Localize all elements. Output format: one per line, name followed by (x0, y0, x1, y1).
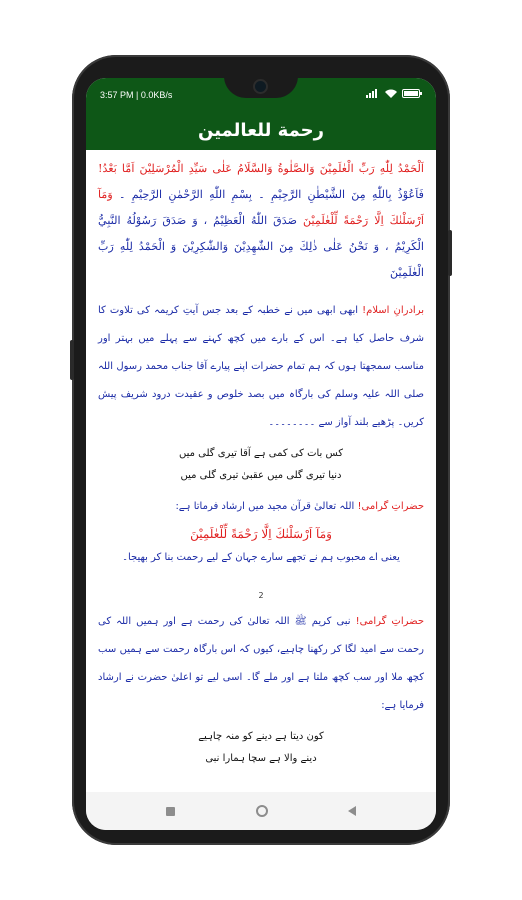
verse-inline: وَمَآ اَرْسَلْنٰكَ اِلَّا رَحْمَةً لِّلْعٰلَمِيْنَ (98, 188, 424, 227)
quran-verse: وَمَآ اَرْسَلْنٰكَ اِلَّا رَحْمَةً لِّلْعٰلَمِيْنَ (190, 527, 332, 542)
app-title: رحمة للعالمين (198, 120, 324, 141)
label-hazrat-1: حضراتِ گرامی! (357, 501, 424, 513)
power-button (448, 230, 452, 276)
poetry-block-1 (98, 443, 424, 487)
signal-icon (366, 89, 380, 98)
paragraph-1 (98, 297, 424, 437)
volume-button (70, 340, 74, 380)
label-hazrat-2: حضراتِ گرامی! (355, 616, 424, 628)
paragraph-2-text: اللہ تعالیٰ قرآن مجید میں ارشاد فرماتا ہے: (175, 501, 355, 513)
back-triangle-icon[interactable] (348, 806, 356, 816)
poem-line-1: کس بات کی کمی ہے آقا تیری گلی میں (178, 448, 344, 460)
wifi-icon (385, 89, 397, 98)
label-baradaran: برادرانِ اسلام! (362, 305, 424, 317)
front-camera (255, 81, 266, 92)
paragraph-2 (98, 493, 424, 521)
sadaqallah-text: صَدَقَ اللّٰهُ الْعَظِيْمُ ، وَ صَدَقَ رَسُوْلُهُ النَّبِيُّ الْكَرِيْمُ ، وَ نَحْنُ عَلٰى ذٰلِكَ مِنَ الشّٰهِدِيْنَ وَالشّٰكِرِيْنَ وَ الْحَمْدُ لِلّٰهِ رَبِّ الْعٰلَمِيْنَ (98, 214, 424, 279)
status-bar (86, 78, 436, 112)
paragraph-1-text: ابھی ابھی میں نے خطبہ کے بعد جس آیتِ کریمہ کی تلاوت کا شرف حاصل کیا ہے۔ اس کے بارے میں کچھ کہنے سے پہلے میں بہتر اور مناسب سمجھتا ہوں کہ ہم تمام حضرات اپنے پیارے آقا جناب محمد رسول اللہ صلی اللہ علیہ وسلم کی بارگاہ میں بصد خلوص و عقیدت درود شریف پیش کریں۔ پڑھیے بلند آواز سے ۔۔۔۔۔۔۔۔ (98, 305, 424, 429)
poem-line-4: دینے والا ہے سچا ہمارا نبی (205, 753, 317, 765)
camera-notch (224, 78, 298, 98)
phone-screen (86, 78, 436, 830)
paragraph-3 (98, 608, 424, 720)
poem-line-3: کون دیتا ہے دینے کو منہ چاہیے (198, 731, 324, 743)
poem-line-2: دنیا تیری گلی میں عقبیٰ تیری گلی میں (180, 470, 342, 482)
status-time: 3:57 PM | 0.0KB/s (100, 90, 173, 100)
page-number: 2 (258, 591, 264, 601)
navigation-bar (86, 792, 436, 830)
status-icons (366, 89, 422, 98)
hamd-text: اَلْحَمْدُ لِلّٰهِ رَبِّ الْعٰلَمِيْنَ وَالصَّلٰوةُ وَالسَّلَامُ عَلٰى سَيِّدِ الْمُرْسَلِيْنَ (134, 162, 424, 175)
opening-arabic (98, 156, 424, 286)
battery-icon (402, 89, 422, 98)
recents-square-icon[interactable] (166, 807, 175, 816)
paragraph-3-text: نبی کریم ﷺ اللہ تعالیٰ کی رحمت ہے اور ہمیں اللہ کی رحمت سے امید لگا کر رکھنا چاہیے، کیوں کہ اس بارگاہ رحمت سے ہمیں سب کچھ ملا اور سب کچھ ملتا ہے اور ملے گا۔ اسی لیے تو اعلیٰ حضرت نے ارشاد فرمایا ہے: (98, 616, 424, 712)
poetry-block-2 (98, 726, 424, 770)
article-content[interactable] (86, 150, 436, 792)
home-circle-icon[interactable] (256, 805, 268, 817)
verse-translation: یعنی اے محبوب ہم نے تجھے سارے جہان کے لیے رحمت بنا کر بھیجا۔ (122, 552, 400, 564)
taawwuz-text: فَاَعُوْذُ بِاللّٰهِ مِنَ الشَّيْطٰنِ الرَّجِيْمِ ۔ بِسْمِ اللّٰهِ الرَّحْمٰنِ الرَّحِيْمِ ۔ (112, 188, 424, 201)
amma-bad-text: اَمَّا بَعْدُ! (98, 162, 135, 175)
app-bar (86, 112, 436, 150)
